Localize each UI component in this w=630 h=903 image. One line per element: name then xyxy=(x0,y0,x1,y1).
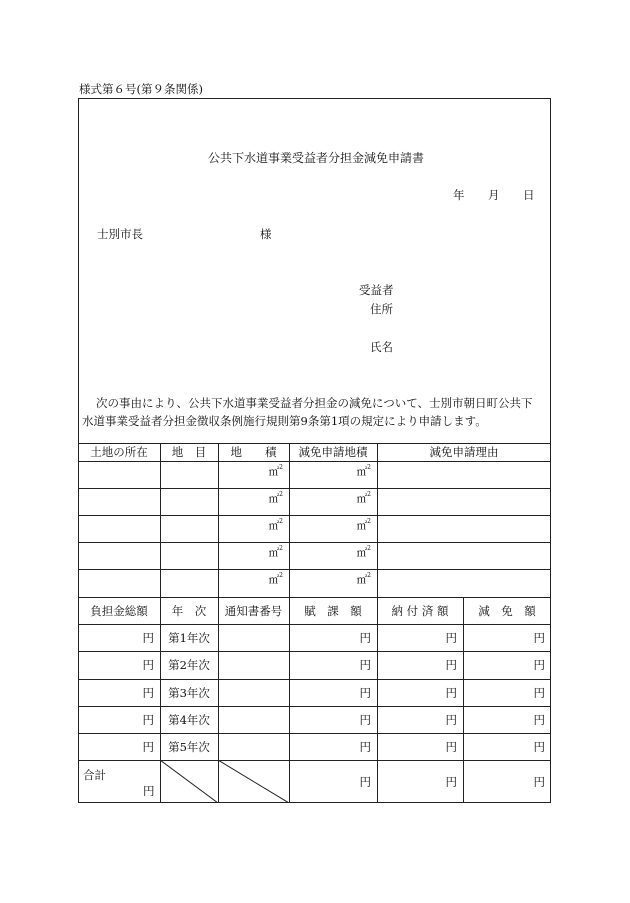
applicant-address-label: 住所 xyxy=(370,302,393,316)
row-paid-unit: 円 xyxy=(445,630,457,645)
row-exempt-unit: 円 xyxy=(533,712,545,727)
header-land-area: 地 積 xyxy=(230,445,277,459)
row-total-charge-unit: 円 xyxy=(142,657,154,672)
land-area-unit: ㎡ $^2$ xyxy=(268,491,283,505)
total-exempt-unit: 円 xyxy=(533,774,545,789)
total-label: 合計 xyxy=(83,768,106,782)
date-year-label: 年 xyxy=(453,188,465,202)
body-text-line2: 水道事業受益者分担金徴収条例施行規則第9条第1項の規定により申請します。 xyxy=(82,414,487,428)
header-paid-amount: 納 付 済 額 xyxy=(391,603,449,618)
land-area-unit: ㎡ $^2$ xyxy=(268,518,283,532)
header-year: 年 次 xyxy=(171,603,207,618)
row-paid-unit: 円 xyxy=(445,712,457,727)
row-year-label: 第4年次 xyxy=(168,712,210,727)
exemption-area-unit: ㎡ $^2$ xyxy=(356,464,371,478)
row-exempt-unit: 円 xyxy=(533,739,545,754)
row-paid-unit: 円 xyxy=(445,739,457,754)
row-total-charge-unit: 円 xyxy=(142,630,154,645)
row-total-charge-unit: 円 xyxy=(142,739,154,754)
total-charge-unit: 円 xyxy=(143,784,155,798)
header-total-charge: 負担金総額 xyxy=(90,603,148,618)
date-month-label: 月 xyxy=(488,188,500,202)
header-land-category: 地 目 xyxy=(171,445,207,459)
row-assessed-unit: 円 xyxy=(359,685,371,700)
row-year-label: 第1年次 xyxy=(168,630,210,645)
exemption-area-unit: ㎡ $^2$ xyxy=(356,491,371,505)
total-year-strike xyxy=(160,760,218,803)
addressee-name: 士別市長 xyxy=(97,227,143,241)
row-assessed-unit: 円 xyxy=(359,739,371,754)
form-title: 公共下水道事業受益者分担金減免申請書 xyxy=(208,151,425,165)
row-year-label: 第5年次 xyxy=(168,739,210,754)
exemption-area-unit: ㎡ $^2$ xyxy=(356,545,371,559)
form-number: 様式第６号(第９条関係) xyxy=(79,82,203,96)
row-total-charge-unit: 円 xyxy=(142,712,154,727)
row-assessed-unit: 円 xyxy=(359,630,371,645)
row-exempt-unit: 円 xyxy=(533,657,545,672)
header-land-location: 土地の所在 xyxy=(90,445,148,459)
row-exempt-unit: 円 xyxy=(533,630,545,645)
addressee-honorific: 様 xyxy=(260,227,272,241)
total-assessed-unit: 円 xyxy=(359,774,371,789)
row-year-label: 第3年次 xyxy=(168,685,210,700)
land-area-unit: ㎡ $^2$ xyxy=(268,464,283,478)
row-exempt-unit: 円 xyxy=(533,685,545,700)
row-total-charge-unit: 円 xyxy=(142,685,154,700)
header-exemption-area: 減免申請地積 xyxy=(298,445,368,459)
header-notice-number: 通知書番号 xyxy=(224,603,283,618)
body-text-line1: 次の事由により、公共下水道事業受益者分担金の減免について、士別市朝日町公共下 xyxy=(96,396,533,410)
row-paid-unit: 円 xyxy=(445,685,457,700)
header-exempt-amount: 減 免 額 xyxy=(478,603,536,618)
total-notice-strike xyxy=(218,760,289,803)
land-area-unit: ㎡ $^2$ xyxy=(268,572,283,586)
exemption-area-unit: ㎡ $^2$ xyxy=(356,518,371,532)
applicant-role: 受益者 xyxy=(359,283,394,297)
row-assessed-unit: 円 xyxy=(359,712,371,727)
date-day-label: 日 xyxy=(523,188,535,202)
header-exemption-reason: 減免申請理由 xyxy=(429,445,499,459)
applicant-name-label: 氏名 xyxy=(370,340,393,354)
row-year-label: 第2年次 xyxy=(168,657,210,672)
land-area-unit: ㎡ $^2$ xyxy=(268,545,283,559)
exemption-area-unit: ㎡ $^2$ xyxy=(356,572,371,586)
row-assessed-unit: 円 xyxy=(359,657,371,672)
row-paid-unit: 円 xyxy=(445,657,457,672)
total-paid-unit: 円 xyxy=(445,774,457,789)
header-assessed-amount: 賦 課 額 xyxy=(304,603,362,618)
